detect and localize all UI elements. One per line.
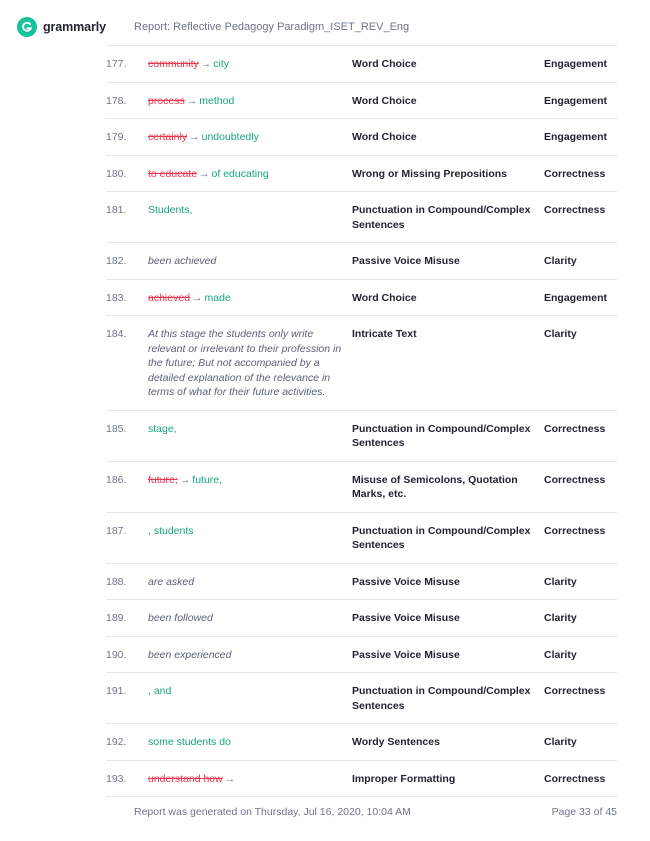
issue-text	[148, 94, 352, 109]
issue-category: Punctuation in Compound/Complex Sentences	[352, 422, 531, 449]
issue-category: Wordy Sentences	[352, 736, 440, 748]
issue-type: Clarity	[544, 612, 577, 624]
issue-type: Clarity	[544, 328, 577, 340]
deleted-text: certainly	[148, 131, 188, 143]
issue-number: 184.	[106, 328, 127, 340]
issue-type: Clarity	[544, 575, 577, 588]
brand-logo	[17, 17, 106, 37]
issue-number: 177.	[106, 58, 127, 70]
generated-date: Report was generated on Thursday, Jul 16, 2020, 10:04 AM	[134, 806, 411, 818]
issue-type: Clarity	[544, 736, 577, 748]
issue-row	[106, 462, 617, 513]
issue-row	[106, 156, 617, 193]
issue-text	[148, 772, 352, 787]
issue-text	[148, 327, 352, 400]
issue-type: Clarity	[544, 255, 577, 267]
issue-row	[106, 280, 617, 317]
issue-row	[106, 564, 617, 601]
issue-number: 191.	[106, 685, 127, 697]
issue-number: 190.	[106, 648, 127, 661]
report-footer	[134, 806, 617, 818]
issue-category: Passive Voice Misuse	[352, 575, 460, 588]
issue-row	[106, 673, 617, 724]
issue-row	[106, 411, 617, 462]
issue-number: 185.	[106, 422, 127, 435]
suggested-text: some students do	[148, 736, 231, 748]
flagged-text: been followed	[148, 612, 213, 624]
issue-row	[106, 119, 617, 156]
suggested-text: , and	[148, 685, 172, 697]
issue-number: 180.	[106, 167, 127, 180]
issue-row	[106, 83, 617, 120]
issue-category: Wrong or Missing Prepositions	[352, 167, 507, 180]
issue-number: 186.	[106, 473, 127, 486]
issue-type: Engagement	[544, 58, 608, 70]
deleted-text: achieved	[148, 291, 191, 304]
arrow-right-icon: →	[186, 94, 198, 107]
issue-category: Punctuation in Compound/Complex Sentences	[352, 685, 531, 712]
suggested-text: made	[204, 291, 231, 304]
brand-name: grammarly	[43, 20, 107, 34]
issue-row	[106, 243, 617, 280]
issue-category: Misuse of Semicolons, Quotation Marks, etc.	[352, 473, 518, 500]
issue-type: Correctness	[544, 772, 606, 785]
issue-row	[106, 637, 617, 674]
issue-text	[148, 57, 352, 72]
page-number: Page 33 of 45	[551, 806, 617, 818]
issue-row	[106, 513, 617, 564]
deleted-text: community	[148, 58, 199, 70]
issue-category: Punctuation in Compound/Complex Sentences	[352, 204, 531, 231]
issue-type: Clarity	[544, 648, 577, 661]
arrow-right-icon: →	[189, 131, 200, 143]
issue-number: 193.	[106, 772, 127, 785]
issue-category: Punctuation in Compound/Complex Sentences	[352, 524, 531, 551]
flagged-text: are asked	[148, 575, 195, 588]
issue-type: Correctness	[544, 422, 606, 435]
arrow-right-icon: →	[192, 291, 203, 304]
flagged-text: At this stage the students only write relevant or irrelevant to their profession in the future; But not accompanied by a detailed explanation of the relevance in terms of what for their future activities.	[148, 328, 342, 398]
issue-number: 187.	[106, 524, 127, 537]
suggested-text: method	[199, 94, 235, 107]
issue-category: Passive Voice Misuse	[352, 255, 460, 267]
issue-type: Engagement	[544, 94, 608, 107]
deleted-text: future;	[148, 473, 178, 486]
issue-category: Improper Formatting	[352, 772, 456, 785]
suggested-text: stage,	[148, 422, 177, 435]
issue-text	[148, 611, 352, 626]
issue-type: Correctness	[544, 167, 606, 180]
issue-number: 178.	[106, 94, 127, 107]
issue-number: 188.	[106, 575, 127, 588]
issue-category: Passive Voice Misuse	[352, 612, 460, 624]
issue-text	[148, 167, 352, 182]
issue-category: Intricate Text	[352, 328, 417, 340]
issue-row	[106, 761, 617, 798]
issue-text	[148, 422, 352, 437]
issue-text	[148, 254, 352, 269]
issue-type: Engagement	[544, 291, 608, 304]
issue-text	[148, 473, 352, 488]
issue-number: 179.	[106, 131, 127, 143]
issue-number: 189.	[106, 612, 127, 624]
deleted-text: process	[148, 94, 185, 107]
issue-text	[148, 735, 352, 750]
issue-type: Correctness	[544, 685, 606, 697]
issue-text	[148, 130, 352, 145]
report-title: Report: Reflective Pedagogy Paradigm_ISET_REV_Eng	[134, 21, 410, 33]
issue-row	[106, 600, 617, 637]
issue-text	[148, 684, 352, 699]
issue-type: Correctness	[544, 524, 606, 537]
suggested-text: future,	[192, 473, 223, 486]
issue-category: Passive Voice Misuse	[352, 648, 460, 661]
issue-row	[106, 192, 617, 243]
issue-number: 192.	[106, 736, 127, 748]
issue-type: Engagement	[544, 131, 608, 143]
issue-category: Word Choice	[352, 291, 417, 304]
report-header	[17, 14, 617, 40]
suggested-text: Students,	[148, 204, 193, 216]
suggested-text: undoubtedly	[201, 131, 259, 143]
issue-text	[148, 291, 352, 306]
issue-category: Word Choice	[352, 94, 417, 107]
issue-row	[106, 724, 617, 761]
suggested-text: , students	[148, 524, 194, 537]
issues-table	[106, 45, 617, 797]
arrow-right-icon: →	[179, 473, 191, 486]
grammarly-logo-icon	[17, 17, 37, 37]
deleted-text: understand how	[148, 772, 223, 785]
flagged-text: been experienced	[148, 648, 232, 661]
issue-row	[106, 316, 617, 411]
issue-text	[148, 575, 352, 590]
suggested-text: city	[213, 58, 230, 70]
issue-text	[148, 524, 352, 539]
arrow-right-icon: →	[200, 58, 212, 70]
issue-row	[106, 46, 617, 83]
issue-text	[148, 648, 352, 663]
arrow-right-icon: →	[224, 772, 236, 785]
suggested-text: of educating	[211, 167, 269, 180]
issue-number: 183.	[106, 291, 127, 304]
flagged-text: been achieved	[148, 255, 217, 267]
issue-text	[148, 203, 352, 218]
issue-category: Word Choice	[352, 58, 417, 70]
issue-type: Correctness	[544, 204, 606, 216]
issue-number: 182.	[106, 255, 127, 267]
issue-category: Word Choice	[352, 131, 417, 143]
issue-type: Correctness	[544, 473, 606, 486]
arrow-right-icon: →	[199, 167, 210, 180]
deleted-text: to educate	[148, 167, 198, 180]
issue-number: 181.	[106, 204, 127, 216]
